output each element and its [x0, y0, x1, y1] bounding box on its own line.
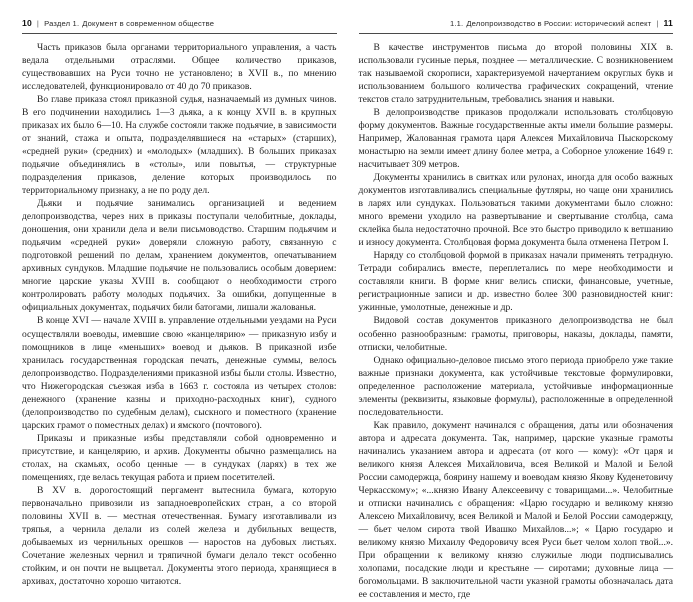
running-head-separator-left: | [37, 19, 39, 28]
paragraph: Наряду со столбцовой формой в приказах начали применять тетрадную. Тетради собирались вместе, переплетались по мере необходимости и составляли книги. В форме книг велись списки, финансовые, учетные, регистрационные записи и др. известно более 300 разновидностей книг: ужинные, умолотные, денежные и др. [359, 249, 674, 314]
paragraph: Часть приказов была органами территориального управления, а часть ведала отдельными отраслями. Общее количество приказов, существовавших на Руси точно не установлено; в XVII в., по мнению исследователей, функционировало от 40 до 70 приказов. [22, 41, 337, 93]
right-page-text-column [359, 41, 674, 602]
section-label-left: Раздел 1. [44, 19, 79, 28]
paragraph: Документы хранились в свитках или рулонах, иногда для особо важных документов изготавливались специальные футляры, но чаще они хранились в ларях или сундуках. Пользоваться такими документами было сложно: много времени уходило на развертывание и свертывание столбца, сама склейка была недостаточно прочной. Все это быстро приводило к ветшанию и износу документа. Столбцовая форма документа была отменена Петром I. [359, 171, 674, 249]
paragraph: Видовой состав документов приказного делопроизводства не был особенно разнообразным: грамоты, приговоры, наказы, доклады, памяти, отписки, челобитные. [359, 314, 674, 353]
page-number-right: 11 [664, 18, 673, 28]
running-head-right [359, 18, 674, 30]
section-title-right: Делопроизводство в России: исторический аспект [466, 19, 651, 28]
running-head-left [22, 18, 337, 30]
paragraph: В XV в. дорогостоящий пергамент вытеснила бумага, которую первоначально привозили из западноевропейских стран, а со второй половины XVII в. — местная отечественная. Бумагу изготавливали из тряпья, а чернила делали из солей железа и дубильных веществ, добываемых из чернильных орешков — наростов на дубовых листьях. Сочетание железных чернил и тряпичной бумаги делало текст особенно стойким, и он почти не выцветал. Документы этого периода, хранящиеся в архивах, достаточно хорошо читаются. [22, 484, 337, 588]
paragraph: В качестве инструментов письма до второй половины XIX в. использовали гусиные перья, позднее — металлические. С возникновением так называемой скорописи, характеризуемой начертанием округлых букв и использованием большого количества графических сокращений, чтение текстов стало затруднительным, требовались знания и навыки. [359, 41, 674, 106]
paragraph: Приказы и приказные избы представляли собой одновременно и присутствие, и канцелярию, и архив. Документы обычно размещались на столах, на скамьях, особо ценные — в сундуках (ларях) в тех же помещениях, где велась текущая работа и прием посетителей. [22, 432, 337, 484]
paragraph: В конце XVI — начале XVIII в. управление отдельными уездами на Руси осуществляли воеводы, имевшие свою «канцелярию» — приказную избу и помощников в лице «меньших» воевод и дьяков. В приказной избе хранилась государственная городская печать, денежные суммы, велось делопроизводство. Подразделениями приказной избы были столы. Известно, что Нижегородская съезжая изба в 1663 г. состояла из четырех столов: денежного (хранение казны и приходно-расходных книг), судного (делопроизводство по судебным делам), сыскного и поместного (хранение царских грамот о поместных делах) и ямского (почтового). [22, 314, 337, 431]
running-head-separator-right: | [656, 19, 658, 28]
running-head-rule-left [22, 33, 337, 34]
page-number-left: 10 [22, 18, 32, 28]
paragraph: Однако официально-деловое письмо этого периода приобрело уже такие важные признаки документа, как устойчивые текстовые формулировки, определенное расположение материала, устойчивые информационные элементы (реквизиты, языковые формулы), расположенные в определенной последовательности. [359, 354, 674, 419]
paragraph: В делопроизводстве приказов продолжали использовать столбцовую форму документов. Важные государственные акты имели большие размеры. Например, Жалованная грамота царя Алексея Михайловича Пыскорскому монастырю на земли имеет длину более метра, а Соборное уложение 1649 г. насчитывает 309 метров. [359, 106, 674, 171]
paragraph: Дьяки и подьячие занимались организацией и ведением делопроизводства, через них в приказы поступали челобитные, доклады, доношения, они хранили дела и вели письмоводство. Старшим подьячим и подьячим «средней руки» доверяли сложную работу, связанную с подготовкой решений по делам, хранением документов, опечатыванием архивных сундуков. Младшие подьячие не пользовались особым доверием: многие царские указы XVIII в. сообщают о необходимости строго контролировать работу молодых подьячих. За ошибки, допущенные в официальных документах, подьячих били батогами, лишали жалованья. [22, 197, 337, 314]
section-label-right: 1.1. [450, 19, 463, 28]
left-page-text-column [22, 41, 337, 589]
left-page [0, 0, 347, 540]
right-page [347, 0, 693, 540]
section-title-left: Документ в современном обществе [82, 19, 214, 28]
paragraph: Во главе приказа стоял приказной судья, назначаемый из думных чинов. В его подчинении находились 1—3 дьяка, а к концу XVII в. в крупных приказах их было 6—10. На службе состояли также подьячие, в зависимости от знаний, стажа и опыта, подразделявшиеся на «старых» (старших), «средней руки» (средних) и «молодых» (младших). В больших приказах подьячие объединялись в «столы», или повытья, — структурные подразделения приказов, деление которых производилось по территориальному признаку, а не по роду дел. [22, 93, 337, 197]
running-head-rule-right [359, 33, 674, 34]
paragraph: Как правило, документ начинался с обращения, даты или обозначения автора и адресата документа. Так, например, царские указные грамоты начинались указанием автора и адресата (от кого — кому): «От царя и великого князя Алексея Михайловича, всея Великой и Малой и Белой России самодержца, боярину нашему и воеводам князю Якову Куденетовичу Черкасскому»; «...князю Ивану Алексеевичу с товарищами...». Челобитные и отписки начинались с обращения: «Царю государю и великому князю Алексею Михайловичу, всея Великой и Малой и Белой России самодержцу, — бьет челом сирота твой Ивашко Михайлов...»; « Царю государю и великому князю Михаилу Федоровичу всея Руси бьет челом холоп твой...». При обращении к великому князю служилые люди подписывались холопами, посадские люди и крестьяне — сиротами; духовные лица — богомольцами. В заключительной части указной грамоты обозначалась дата ее составления и место, где [359, 419, 674, 602]
